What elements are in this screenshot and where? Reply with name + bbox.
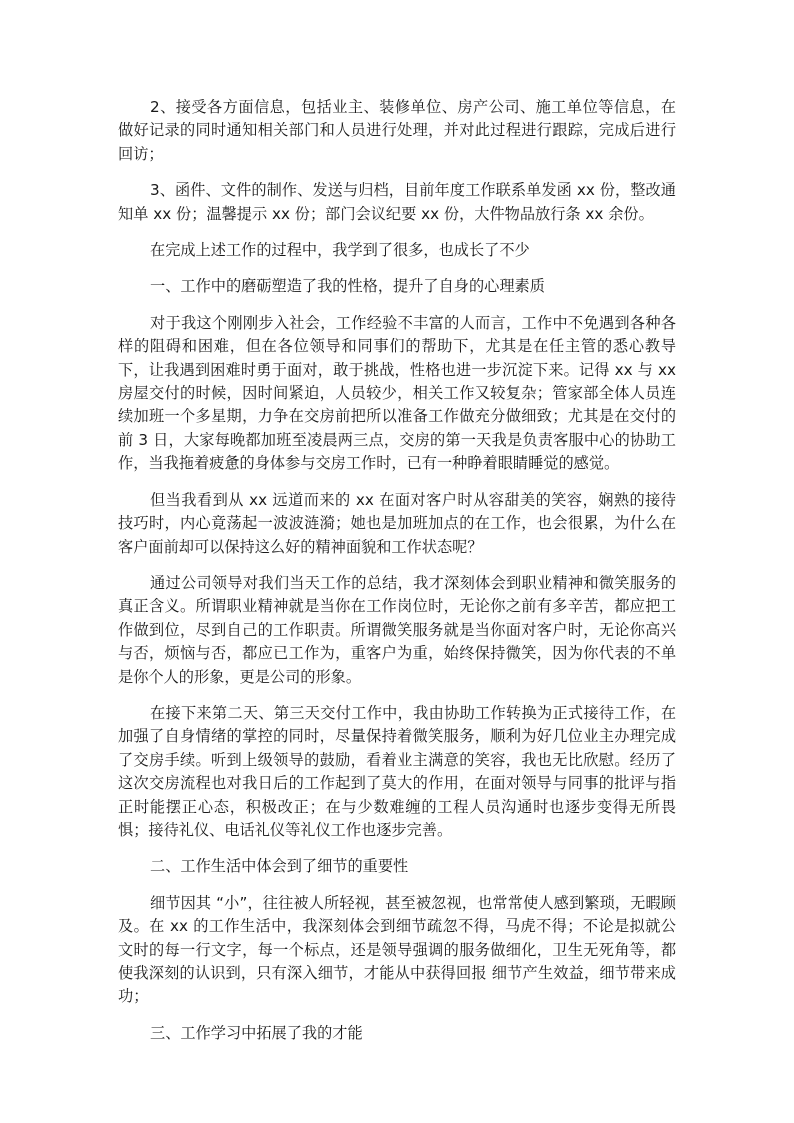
document-page	[118, 96, 676, 1058]
paragraph-item-2: 2、接受各方面信息，包括业主、装修单位、房产公司、施工单位等信息，在做好记录的同时通知相关部门和人员进行处理，并对此过程进行跟踪，完成后进行回访；	[118, 98, 676, 163]
paragraph-body: 细节因其 “小”，往往被人所轻视，甚至被忽视，也常常使人感到繁琐，无暇顾及。在 xx 的工作生活中，我深刻体会到细节疏忽不得，马虎不得；不论是拟就公文时的每一行文字，每一个标点，还是领导强调的服务做细化，卫生无死角等，都使我深刻的认识到，只有深入细节，才能从中获得回报 细节产生效益，细节带来成功；	[118, 893, 676, 1006]
paragraph-transition: 在完成上述工作的过程中，我学到了很多，也成长了不少	[150, 241, 530, 260]
section-heading-1: 一、工作中的磨砺塑造了我的性格，提升了自身的心理素质	[150, 277, 545, 296]
paragraph-body: 在接下来第二天、第三天交付工作中，我由协助工作转换为正式接待工作，在加强了自身情绪的掌控的同时，尽量保持着微笑服务，顺利为好几位业主办理完成了交房手续。听到上级领导的鼓励，看着业主满意的笑容，我也无比欣慰。经历了这次交房流程也对我日后的工作起到了莫大的作用，在面对领导与同事的批评与指正时能摆正心态，积极改正；在与少数难缠的工程人员沟通时也逐步变得无所畏惧；接待礼仪、电话礼仪等礼仪工作也逐步完善。	[118, 703, 676, 839]
paragraph-body: 通过公司领导对我们当天工作的总结，我才深刻体会到职业精神和微笑服务的真正含义。所谓职业精神就是当你在工作岗位时，无论你之前有多辛苦，都应把工作做到位，尽到自己的工作职责。所谓微笑服务就是当你面对客户时，无论你高兴与否，烦恼与否，都应已工作为，重客户为重，始终保持微笑，因为你代表的不单是你个人的形象，更是公司的形象。	[118, 573, 676, 686]
paragraph-body: 但当我看到从 xx 远道而来的 xx 在面对客户时从容甜美的笑容，娴熟的接待技巧时，内心竟荡起一波波涟漪；她也是加班加点的在工作，也会很累，为什么在客户面前却可以保持这么好的精神面貌和工作状态呢？	[118, 490, 676, 556]
section-heading-2: 二、工作生活中体会到了细节的重要性	[150, 857, 409, 876]
paragraph-body: 对于我这个刚刚步入社会，工作经验不丰富的人而言，工作中不免遇到各种各样的阻碍和困难，但在各位领导和同事们的帮助下，尤其是在任主管的悉心教导下，让我遇到困难时勇于面对，敢于挑战，性格也进一步沉淀下来。记得 xx 与 xx 房屋交付的时候，因时间紧迫，人员较少，相关工作又较复杂；管家部全体人员连续加班一个多星期，力争在交房前把所以准备工作做充分做细致；尤其是在交付的前 3 日，大家每晚都加班至凌晨两三点，交房的第一天我是负责客服中心的协助工作，当我拖着疲惫的身体参与交房工作时，已有一种睁着眼睛睡觉的感觉。	[118, 313, 676, 473]
paragraph-item-3: 3、函件、文件的制作、发送与归档，目前年度工作联系单发函 xx 份，整改通知单 xx 份；温馨提示 xx 份；部门会议纪要 xx 份，大件物品放行条 xx 余份。	[118, 181, 676, 223]
section-heading-3: 三、工作学习中拓展了我的才能	[150, 1023, 363, 1042]
